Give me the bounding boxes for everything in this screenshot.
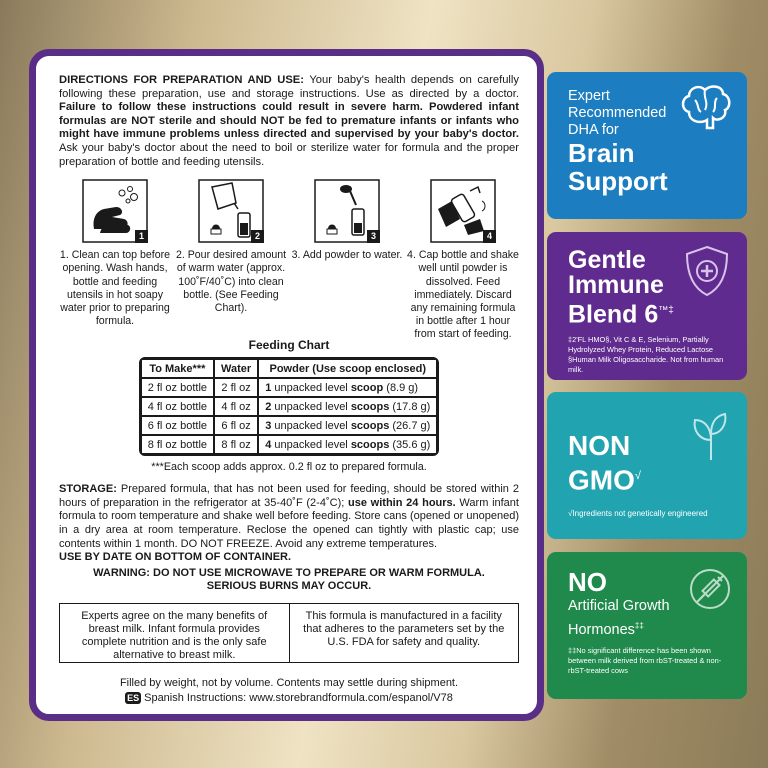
use-by-note: USE BY DATE ON BOTTOM OF CONTAINER.	[59, 551, 292, 564]
leaf-icon	[689, 410, 733, 462]
storage-text-2: Warm infant formula to room temperature and shake well before feeding. Store cans (opened or unopened) in a dry area at room temperature. Reclose the opened can tightly with plastic cap; use contents within 1 month. DO NOT FREEZE. Avoid any extreme temperatures.	[59, 496, 519, 550]
cell-powder	[258, 378, 437, 397]
feeding-chart-table	[139, 357, 440, 456]
step-3	[291, 179, 403, 336]
cell-powder	[258, 416, 437, 435]
immune-line-1: Gentle	[568, 246, 646, 274]
scoop-amount: (8.9 g)	[383, 381, 419, 394]
cell-water: 2 fl oz	[214, 378, 258, 397]
step-number: 4	[483, 230, 496, 243]
brain-line-1: Expert	[568, 88, 610, 104]
cell-water: 6 fl oz	[214, 416, 258, 435]
immune-blend-badge	[547, 232, 747, 380]
info-boxes	[59, 603, 519, 663]
immune-footnote: ‡2'FL HMO§, Vit C & E, Selenium, Partially Hydrolyzed Whey Protein, Reduced Lactose §Human Milk Oligosaccharide. Not from human milk.	[568, 335, 724, 375]
feeding-chart-title: Feeding Chart	[248, 338, 330, 353]
step-text: 3. Add powder to water.	[291, 249, 403, 262]
cell-make: 6 fl oz bottle	[141, 416, 214, 435]
step-text: 2. Pour desired amount of warm water (approx. 100˚F/40˚C) into clean bottle. (See Feeding Chart).	[175, 249, 287, 314]
hormones-mark: ‡‡	[634, 621, 644, 630]
step-number: 2	[251, 230, 264, 243]
wash-hands-icon	[82, 179, 148, 243]
step-number: 3	[367, 230, 380, 243]
step-2	[175, 179, 287, 336]
scoop-count: 2	[265, 400, 272, 413]
es-icon: ES	[127, 692, 140, 703]
scoop-desc: unpacked level	[271, 419, 351, 432]
fda-info: This formula is manufactured in a facility that adheres to the parameters set by the U.S. FDA for safety and quality.	[303, 609, 505, 648]
step-text: 1. Clean can top before opening. Wash hands, bottle and feeding utensils in hot soapy water prior to preparing formula.	[59, 249, 171, 328]
cell-make: 2 fl oz bottle	[141, 378, 214, 397]
table-row	[141, 416, 438, 435]
microwave-warning	[59, 567, 519, 594]
brain-icon	[679, 82, 733, 132]
cell-make: 8 fl oz bottle	[141, 435, 214, 454]
header-powder: Powder (Use scoop enclosed)	[258, 359, 437, 378]
storage-heading: STORAGE:	[59, 483, 117, 496]
cell-powder	[258, 397, 437, 416]
gmo-footnote: √Ingredients not genetically engineered	[568, 509, 708, 519]
cell-water: 4 fl oz	[214, 397, 258, 416]
add-powder-icon	[314, 179, 380, 243]
step-text: 4. Cap bottle and shake well until powder is dissolved. Feed immediately. Discard any remaining formula in bottle after 1 hour from start of feeding.	[407, 249, 519, 341]
scoop-amount: (35.6 g)	[389, 438, 431, 451]
step-4	[407, 179, 519, 341]
scoop-count: 3	[265, 419, 272, 432]
table-row	[141, 435, 438, 454]
directions-warning-text: Failure to follow these instructions could result in severe harm. Powdered infant formulas are NOT sterile and should NOT be fed to premature infants or infants who might have immune problems unless directed and supervised by your baby's doctor.	[59, 101, 519, 141]
brain-line-2: Recommended	[568, 105, 667, 121]
scoop-desc: unpacked level	[271, 400, 351, 413]
storage-text: Prepared formula, that has not been used for feeding, should be stored within 2 hours of preparation in the refrigerator at 35-40˚F (2-4˚C);	[59, 483, 519, 509]
preparation-steps	[59, 179, 519, 341]
scoop-word: scoop	[350, 381, 384, 394]
shield-plus-icon	[683, 244, 731, 298]
step-1	[59, 179, 171, 336]
scoop-count: 1	[265, 381, 272, 394]
directions-text-2: Ask your baby's doctor about the need to boil or sterilize water for formula and the proper preparation of bottle and feeding utensils.	[59, 141, 519, 168]
no-hormones-badge	[547, 552, 747, 699]
pour-water-icon	[198, 179, 264, 243]
filled-by-weight-note: Filled by weight, not by volume. Contents may settle during shipment.	[119, 676, 459, 689]
breast-milk-info: Experts agree on the many benefits of breast milk. Infant formula provides complete nutrition and is the only safe alternative to breast milk.	[60, 604, 290, 662]
directions-heading: DIRECTIONS FOR PREPARATION AND USE:	[59, 74, 304, 86]
scoop-desc: unpacked level	[271, 438, 351, 451]
header-to-make: To Make***	[141, 359, 214, 378]
scoop-word: scoops	[350, 419, 390, 432]
gmo-line-1: NON	[568, 430, 631, 461]
scoop-word: scoops	[350, 438, 390, 451]
instructions-panel	[29, 49, 544, 721]
spanish-instructions-text: Spanish Instructions: www.storebrandformula.com/espanol/V78	[144, 691, 453, 704]
storage-paragraph	[59, 483, 519, 565]
brain-big-1: Brain	[568, 138, 635, 168]
scoop-amount: (26.7 g)	[389, 419, 431, 432]
storage-bold: use within 24 hours.	[348, 496, 456, 509]
brain-big-2: Support	[568, 166, 668, 196]
cell-make: 4 fl oz bottle	[141, 397, 214, 416]
cell-powder	[258, 435, 437, 454]
brain-line-3: DHA for	[568, 122, 619, 138]
hormones-line-2: Hormones	[568, 621, 635, 638]
immune-line-3: Blend 6	[568, 300, 659, 329]
hormones-footnote: ‡‡No significant difference has been shown between milk derived from rbST-treated & non-rbST-treated cows	[568, 645, 722, 675]
scoop-amount: (17.8 g)	[389, 400, 431, 413]
gmo-line-2: GMO	[568, 464, 635, 496]
directions-text: Your baby's health depends on carefully following these preparation, use and storage instructions. Use as directed by a doctor.	[59, 74, 519, 100]
hormones-line-1: Artificial Growth	[568, 598, 670, 614]
header-water: Water	[214, 359, 258, 378]
directions-paragraph	[59, 74, 519, 169]
immune-mark: ™‡	[658, 305, 674, 316]
shake-bottle-icon	[430, 179, 496, 243]
warning-line-1: WARNING: DO NOT USE MICROWAVE TO PREPARE OR WARM FORMULA.	[93, 566, 485, 579]
cell-water: 8 fl oz	[214, 435, 258, 454]
hormones-no: NO	[568, 567, 607, 597]
table-row	[141, 397, 438, 416]
brain-support-badge	[547, 72, 747, 219]
table-row	[141, 378, 438, 397]
no-syringe-icon	[687, 566, 733, 612]
scoop-word: scoops	[350, 400, 390, 413]
table-header-row	[141, 359, 438, 378]
immune-line-2: Immune	[568, 271, 664, 299]
scoop-desc: unpacked level	[271, 381, 351, 394]
non-gmo-badge	[547, 392, 747, 539]
spanish-instructions	[59, 692, 519, 704]
gmo-mark: √	[634, 470, 641, 482]
scoop-note: ***Each scoop adds approx. 0.2 fl oz to prepared formula.	[151, 461, 427, 474]
warning-line-2: SERIOUS BURNS MAY OCCUR.	[206, 580, 372, 593]
step-number: 1	[135, 230, 148, 243]
scoop-count: 4	[265, 438, 272, 451]
